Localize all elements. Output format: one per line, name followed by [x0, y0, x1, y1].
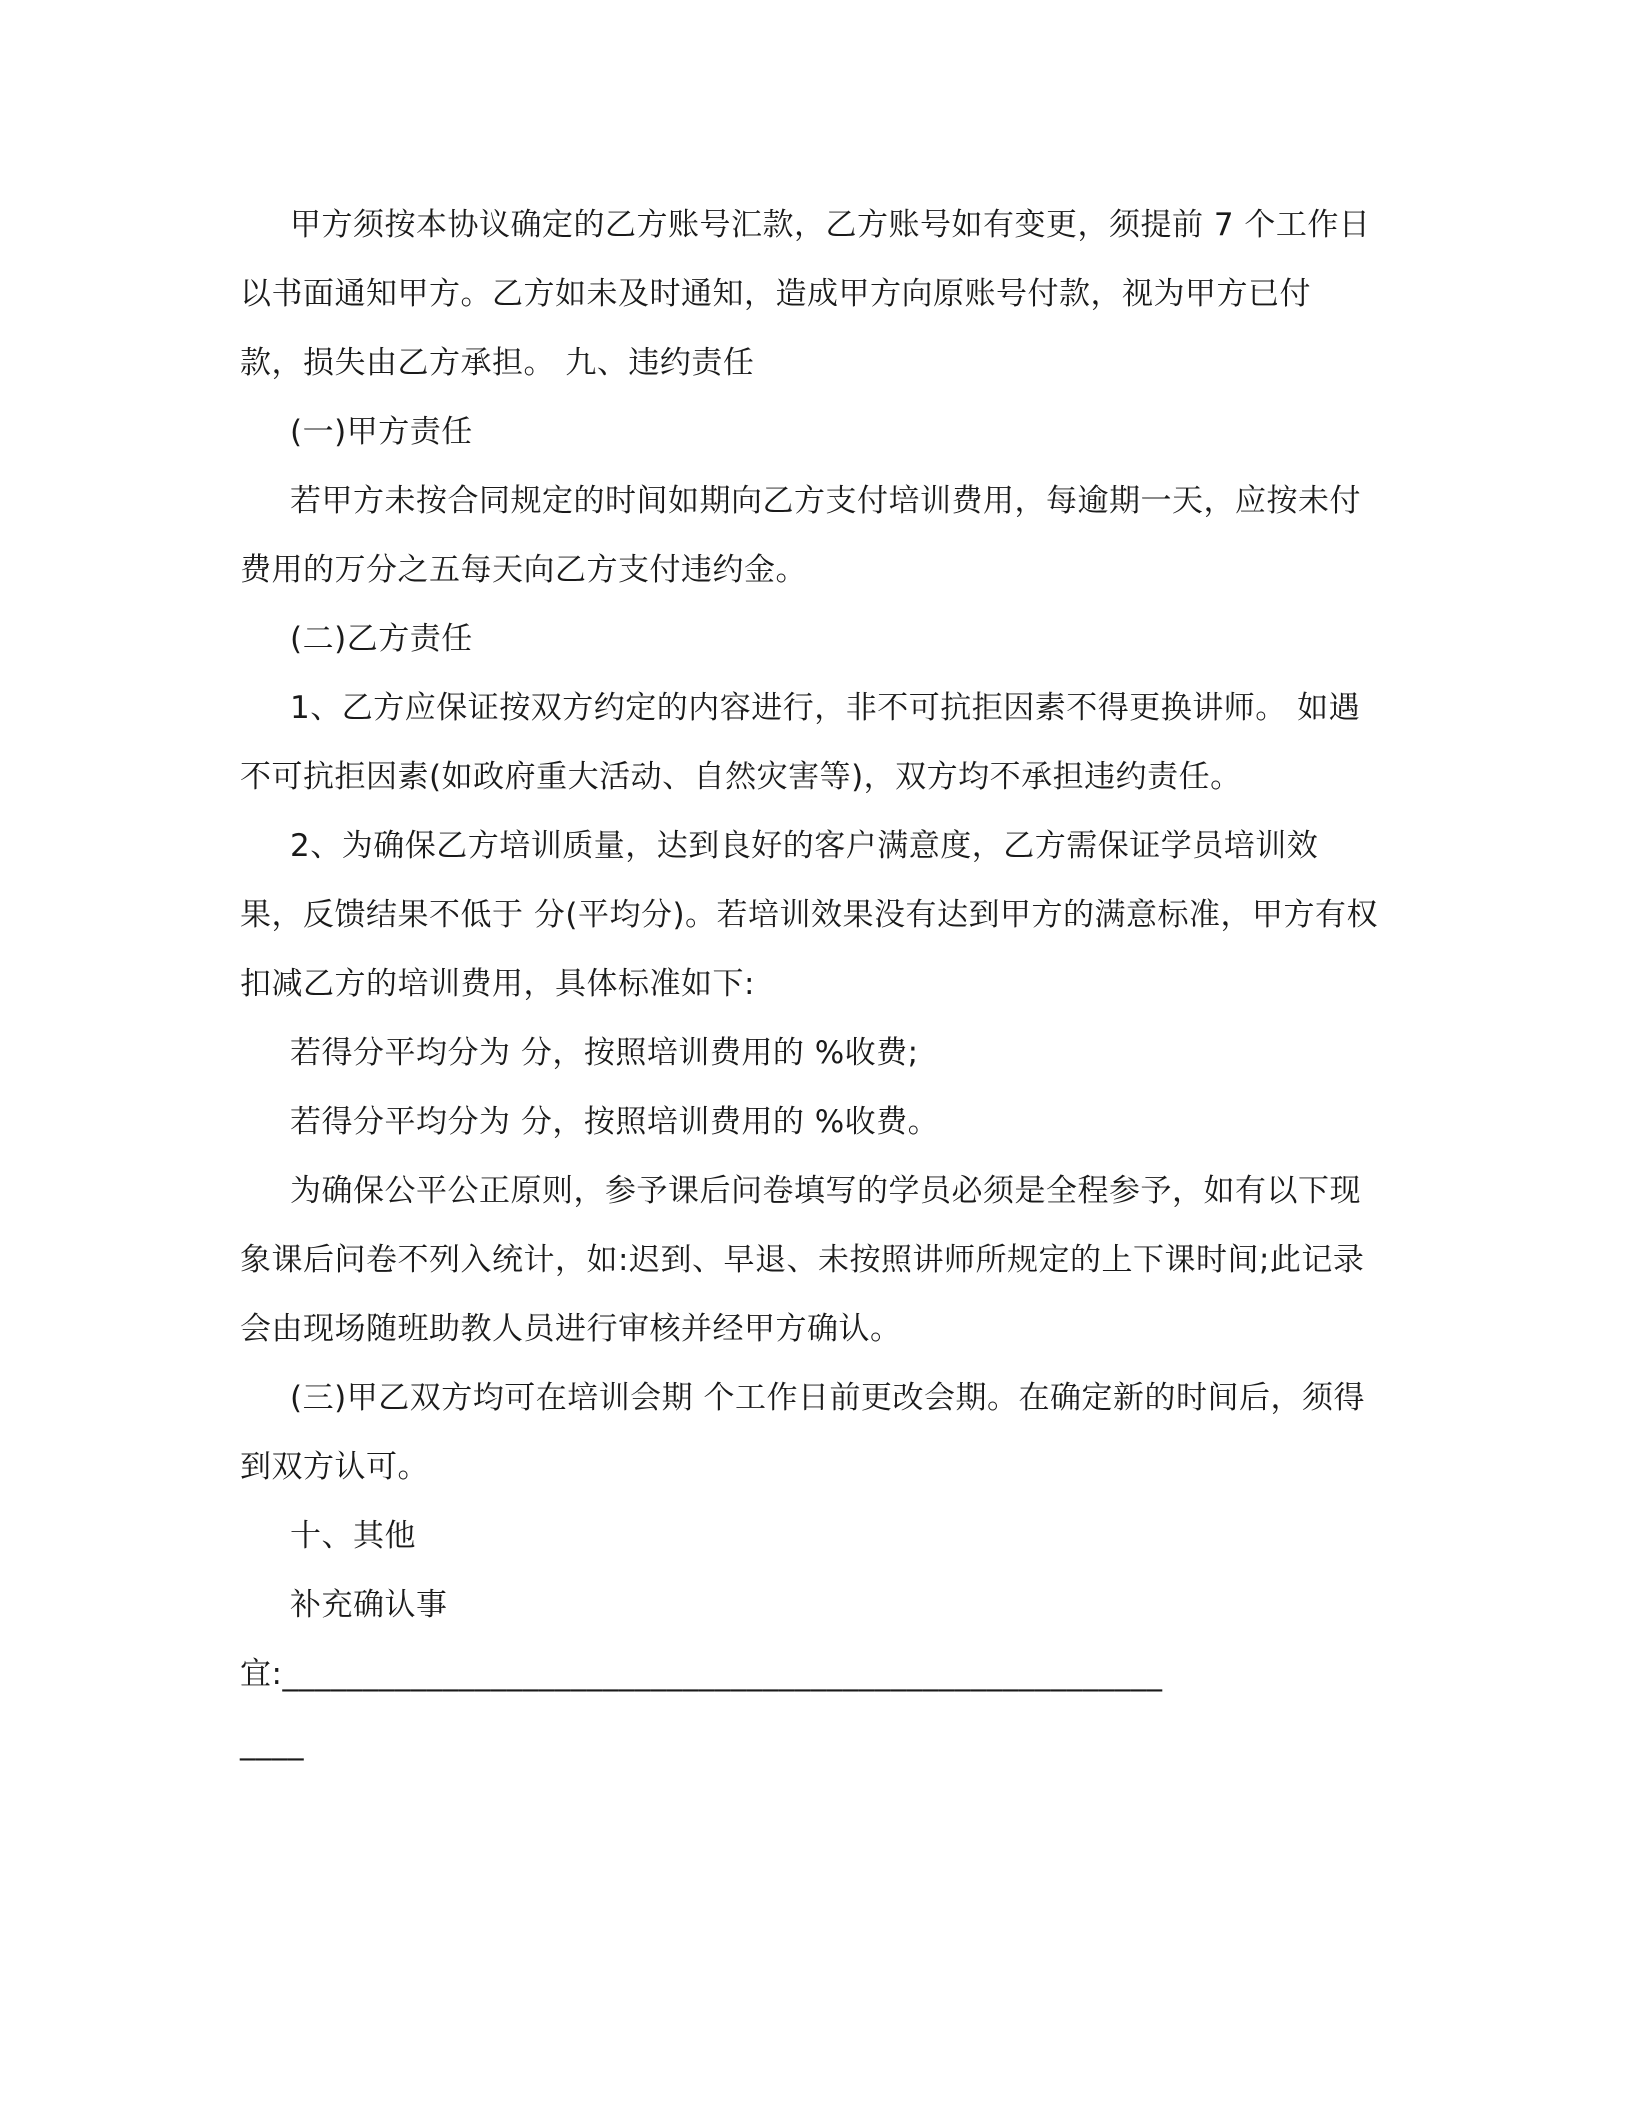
paragraph-line: 果，反馈结果不低于 分(平均分)。若培训效果没有达到甲方的满意标准，甲方有权	[240, 897, 1379, 933]
paragraph-line: 为确保公平公正原则，参予课后问卷填写的学员必须是全程参予，如有以下现	[290, 1173, 1361, 1209]
paragraph-line: 1、乙方应保证按双方约定的内容进行，非不可抗拒因素不得更换讲师。 如遇	[290, 690, 1361, 726]
section-heading: 十、其他	[290, 1518, 416, 1554]
section-heading: (二)乙方责任	[290, 621, 473, 657]
paragraph-line: 象课后问卷不列入统计，如:迟到、早退、未按照讲师所规定的上下课时间;此记录	[240, 1242, 1365, 1278]
section-heading: (一)甲方责任	[290, 414, 473, 450]
paragraph-line: 会由现场随班助教人员进行审核并经甲方确认。	[240, 1311, 902, 1347]
paragraph-line: 款，损失由乙方承担。 九、违约责任	[240, 345, 755, 381]
paragraph-line: 补充确认事	[290, 1587, 448, 1623]
paragraph-line: 2、为确保乙方培训质量，达到良好的客户满意度，乙方需保证学员培训效	[290, 828, 1319, 864]
blank-fill-line: ____	[240, 1725, 304, 1761]
paragraph-line: 甲方须按本协议确定的乙方账号汇款，乙方账号如有变更，须提前 7 个工作日	[290, 207, 1371, 243]
paragraph-line: 扣减乙方的培训费用，具体标准如下:	[240, 966, 755, 1002]
paragraph-line: 若得分平均分为 分，按照培训费用的 %收费。	[290, 1104, 940, 1140]
paragraph-line: 费用的万分之五每天向乙方支付违约金。	[240, 552, 807, 588]
paragraph-line: (三)甲乙双方均可在培训会期 个工作日前更改会期。在确定新的时间后，须得	[290, 1380, 1366, 1416]
blank-fill-line: 宜:_______________________________________________________	[240, 1656, 1163, 1692]
paragraph-line: 不可抗拒因素(如政府重大活动、自然灾害等)，双方均不承担违约责任。	[240, 759, 1242, 795]
paragraph-line: 若得分平均分为 分，按照培训费用的 %收费;	[290, 1035, 919, 1071]
paragraph-line: 到双方认可。	[240, 1449, 429, 1485]
paragraph-line: 以书面通知甲方。乙方如未及时通知，造成甲方向原账号付款，视为甲方已付	[240, 276, 1311, 312]
paragraph-line: 若甲方未按合同规定的时间如期向乙方支付培训费用，每逾期一天，应按未付	[290, 483, 1361, 519]
